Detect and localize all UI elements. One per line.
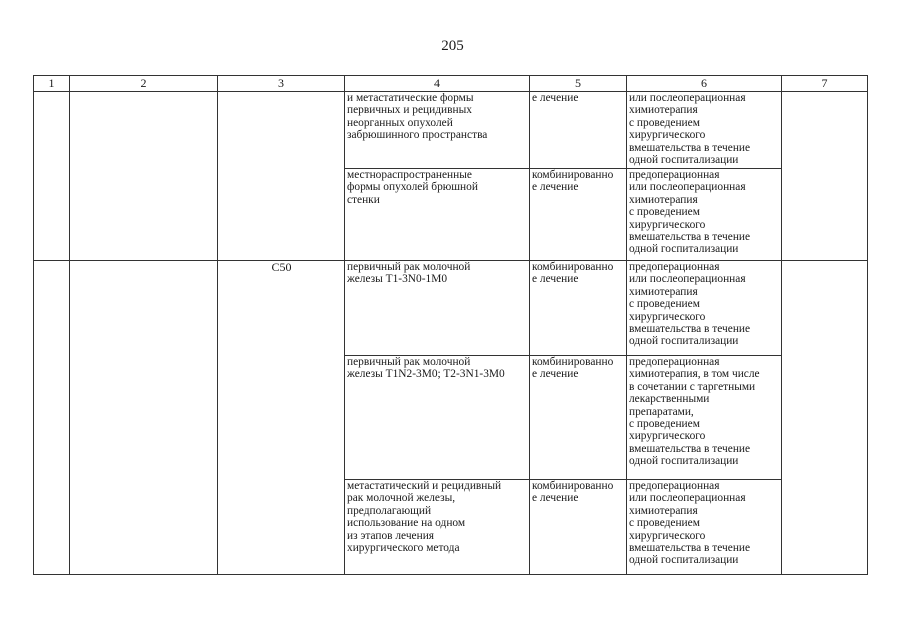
treatment-type-cell: комбинированно е лечение xyxy=(530,356,627,480)
header-cell-6: 6 xyxy=(627,76,782,92)
table-row xyxy=(34,92,868,169)
diagnosis-cell: первичный рак молочной железы T1N2-3M0; T2-3N1-3M0 xyxy=(345,356,530,480)
table-header-row xyxy=(34,76,868,92)
diagnosis-cell: и метастатические формы первичных и рецидивных неорганных опухолей забрюшинного пространства xyxy=(345,92,530,169)
row-a-col1 xyxy=(34,92,70,261)
treatment-table-wrapper xyxy=(33,75,868,575)
treatment-type-cell: комбинированно е лечение xyxy=(530,480,627,575)
table-row xyxy=(34,261,868,356)
treatment-type-cell: комбинированно е лечение xyxy=(530,169,627,261)
row-b-col2 xyxy=(70,261,218,575)
treatment-method-cell: предоперационная или послеоперационная химиотерапия с проведением хирургического вмешательства в течение одной госпитализации xyxy=(627,480,782,575)
diagnosis-cell: метастатический и рецидивный рак молочной железы, предполагающий использование на одном из этапов лечения хирургического метода xyxy=(345,480,530,575)
header-cell-2: 2 xyxy=(70,76,218,92)
treatment-type-cell: е лечение xyxy=(530,92,627,169)
row-a-col7 xyxy=(782,92,868,261)
icd-code-c50: C50 xyxy=(218,261,345,575)
treatment-method-cell: предоперационная или послеоперационная химиотерапия с проведением хирургического вмешательства в течение одной госпитализации xyxy=(627,169,782,261)
header-cell-4: 4 xyxy=(345,76,530,92)
treatment-type-cell: комбинированно е лечение xyxy=(530,261,627,356)
diagnosis-cell: первичный рак молочной железы Т1-3N0-1M0 xyxy=(345,261,530,356)
row-b-col7 xyxy=(782,261,868,575)
treatment-table xyxy=(33,75,868,575)
header-cell-7: 7 xyxy=(782,76,868,92)
treatment-method-cell: или послеоперационная химиотерапия с проведением хирургического вмешательства в течение одной госпитализации xyxy=(627,92,782,169)
diagnosis-cell: местнораспространенные формы опухолей брюшной стенки xyxy=(345,169,530,261)
row-a-col2 xyxy=(70,92,218,261)
header-cell-3: 3 xyxy=(218,76,345,92)
treatment-method-cell: предоперационная или послеоперационная химиотерапия с проведением хирургического вмешательства в течение одной госпитализации xyxy=(627,261,782,356)
page-number: 205 xyxy=(441,38,464,54)
row-a-code xyxy=(218,92,345,261)
row-b-col1 xyxy=(34,261,70,575)
treatment-method-cell: предоперационная химиотерапия, в том числе в сочетании с таргетными лекарственными препаратами, с проведением хирургического вмешательства в течение одной госпитализации xyxy=(627,356,782,480)
header-cell-5: 5 xyxy=(530,76,627,92)
header-cell-1: 1 xyxy=(34,76,70,92)
